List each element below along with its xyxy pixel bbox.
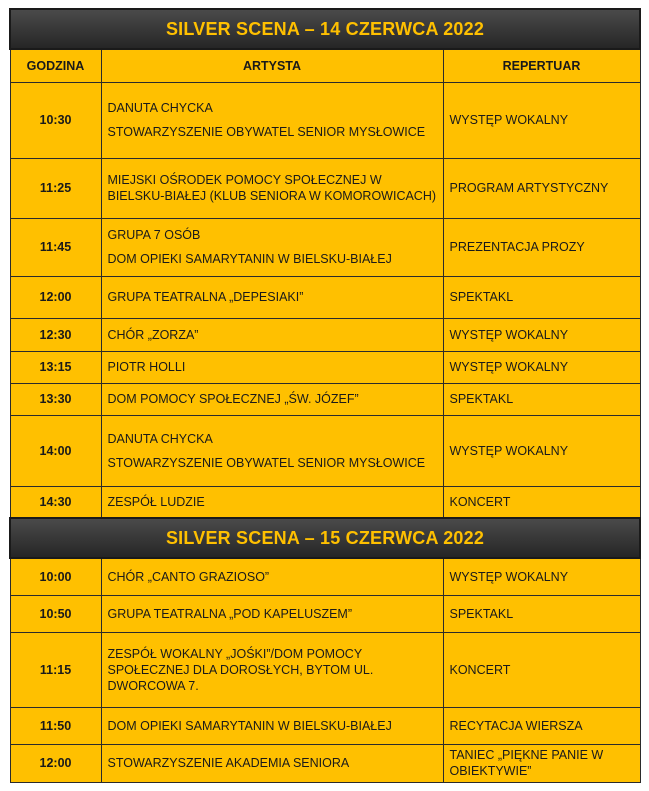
table-row xyxy=(10,318,640,351)
header-repertuar: REPERTUAR xyxy=(443,49,640,82)
repertoire-cell: WYSTĘP WOKALNY xyxy=(443,351,640,383)
header-godzina: GODZINA xyxy=(10,49,101,82)
table-row xyxy=(10,82,640,158)
time-cell: 11:25 xyxy=(10,158,101,218)
artist-cell: GRUPA TEATRALNA „POD KAPELUSZEM” xyxy=(101,595,443,632)
artist-line: GRUPA 7 OSÓB xyxy=(107,228,201,242)
schedule xyxy=(9,8,641,783)
artist-line: DOM OPIEKI SAMARYTANIN W BIELSKU-BIAŁEJ xyxy=(107,252,392,266)
table-row xyxy=(10,707,640,744)
artist-cell: MIEJSKI OŚRODEK POMOCY SPOŁECZNEJ W BIELSKU-BIAŁEJ (KLUB SENIORA W KOMOROWICACH) xyxy=(101,158,443,218)
table-row xyxy=(10,744,640,782)
repertoire-cell: PROGRAM ARTYSTYCZNY xyxy=(443,158,640,218)
time-cell: 14:30 xyxy=(10,486,101,518)
time-cell: 12:00 xyxy=(10,744,101,782)
artist-line: STOWARZYSZENIE OBYWATEL SENIOR MYSŁOWICE xyxy=(107,455,426,470)
time-cell: 10:30 xyxy=(10,82,101,158)
artist-line: STOWARZYSZENIE OBYWATEL SENIOR MYSŁOWICE xyxy=(107,125,426,139)
artist-cell xyxy=(101,82,443,158)
time-cell: 11:45 xyxy=(10,218,101,276)
artist-cell: CHÓR „CANTO GRAZIOSO” xyxy=(101,558,443,595)
repertoire-cell: WYSTĘP WOKALNY xyxy=(443,415,640,486)
artist-line: DANUTA CHYCKA xyxy=(107,101,213,115)
column-headers xyxy=(10,49,640,82)
artist-cell: ZESPÓŁ LUDZIE xyxy=(101,486,443,518)
time-cell: 10:00 xyxy=(10,558,101,595)
artist-cell: STOWARZYSZENIE AKADEMIA SENIORA xyxy=(101,744,443,782)
table-row xyxy=(10,158,640,218)
header-artysta: ARTYSTA xyxy=(101,49,443,82)
artist-cell xyxy=(101,218,443,276)
schedule-table xyxy=(9,8,641,783)
time-cell: 11:15 xyxy=(10,632,101,707)
repertoire-cell: KONCERT xyxy=(443,632,640,707)
repertoire-cell: SPEKTAKL xyxy=(443,276,640,318)
time-cell: 13:15 xyxy=(10,351,101,383)
day-2-title: SILVER SCENA – 15 CZERWCA 2022 xyxy=(10,518,640,558)
repertoire-cell: WYSTĘP WOKALNY xyxy=(443,558,640,595)
table-row xyxy=(10,558,640,595)
repertoire-cell: SPEKTAKL xyxy=(443,383,640,415)
table-row xyxy=(10,415,640,486)
artist-cell: ZESPÓŁ WOKALNY „JOŚKI”/DOM POMOCY SPOŁECZNEJ DLA DOROSŁYCH, BYTOM UL. DWORCOWA 7. xyxy=(101,632,443,707)
repertoire-cell: WYSTĘP WOKALNY xyxy=(443,82,640,158)
table-row xyxy=(10,276,640,318)
artist-cell xyxy=(101,415,443,486)
time-cell: 12:00 xyxy=(10,276,101,318)
table-row xyxy=(10,218,640,276)
table-row xyxy=(10,486,640,518)
day-2-header xyxy=(10,518,640,558)
repertoire-cell: TANIEC „PIĘKNE PANIE W OBIEKTYWIE” xyxy=(443,744,640,782)
repertoire-cell: KONCERT xyxy=(443,486,640,518)
time-cell: 14:00 xyxy=(10,415,101,486)
artist-cell: DOM OPIEKI SAMARYTANIN W BIELSKU-BIAŁEJ xyxy=(101,707,443,744)
artist-cell: GRUPA TEATRALNA „DEPESIAKI” xyxy=(101,276,443,318)
repertoire-cell: PREZENTACJA PROZY xyxy=(443,218,640,276)
day-1-title: SILVER SCENA – 14 CZERWCA 2022 xyxy=(10,9,640,49)
table-row xyxy=(10,632,640,707)
artist-cell: CHÓR „ZORZA” xyxy=(101,318,443,351)
repertoire-cell: RECYTACJA WIERSZA xyxy=(443,707,640,744)
time-cell: 11:50 xyxy=(10,707,101,744)
table-row xyxy=(10,383,640,415)
table-row xyxy=(10,595,640,632)
artist-line: DANUTA CHYCKA xyxy=(107,431,213,446)
artist-cell: DOM POMOCY SPOŁECZNEJ „ŚW. JÓZEF” xyxy=(101,383,443,415)
artist-cell: PIOTR HOLLI xyxy=(101,351,443,383)
time-cell: 13:30 xyxy=(10,383,101,415)
time-cell: 10:50 xyxy=(10,595,101,632)
time-cell: 12:30 xyxy=(10,318,101,351)
day-1-header xyxy=(10,9,640,49)
table-row xyxy=(10,351,640,383)
repertoire-cell: SPEKTAKL xyxy=(443,595,640,632)
repertoire-cell: WYSTĘP WOKALNY xyxy=(443,318,640,351)
